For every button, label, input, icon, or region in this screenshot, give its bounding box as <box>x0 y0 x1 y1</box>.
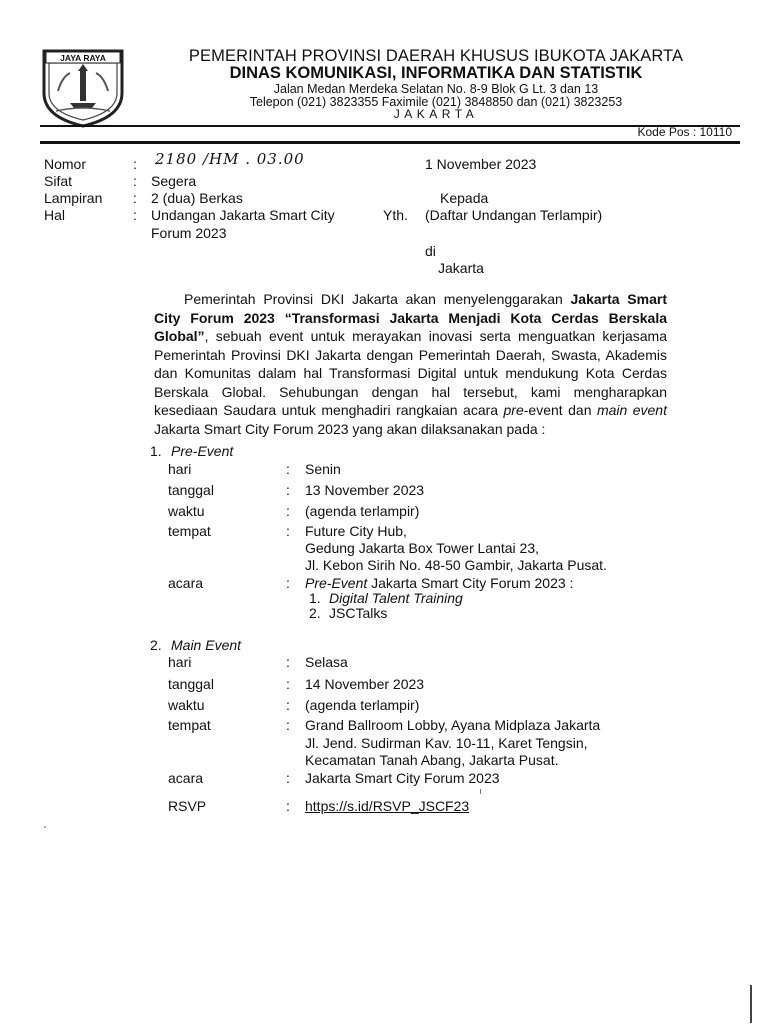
scan-mark <box>480 789 481 794</box>
pre-waktu-label: waktu <box>168 503 205 519</box>
main-tempat-label: tempat <box>168 717 211 733</box>
main-acara-colon: : <box>286 770 290 786</box>
hal-colon: : <box>133 207 137 223</box>
hal-value-line2: Forum 2023 <box>151 225 227 241</box>
letterhead-address: Jalan Medan Merdeka Selatan No. 8-9 Blok G Lt. 3 dan 13 <box>273 82 599 96</box>
main-tempat-line2: Jl. Jend. Sudirman Kav. 10-11, Karet Tengsin, <box>305 735 588 751</box>
yth-label: Yth. <box>383 207 408 223</box>
main-acara-value: Jakarta Smart City Forum 2023 <box>305 770 500 786</box>
pre-tempat-line2: Gedung Jakarta Box Tower Lantai 23, <box>305 540 540 556</box>
letter-date: 1 November 2023 <box>425 156 537 172</box>
nomor-label: Nomor <box>44 156 87 172</box>
lampiran-label: Lampiran <box>44 190 103 206</box>
pre-tanggal-colon: : <box>286 482 290 498</box>
pre-hari-value: Senin <box>305 461 341 477</box>
body-text-1: Pemerintah Provinsi DKI Jakarta akan menyelenggarakan <box>184 291 571 307</box>
pre-acara-label: acara <box>168 575 204 591</box>
nomor-colon: : <box>133 156 137 172</box>
hal-value-line1: Undangan Jakarta Smart City <box>151 207 335 223</box>
main-event-number: 2. <box>150 637 162 653</box>
jakarta-coat-of-arms-icon <box>40 47 126 129</box>
pre-item1: Digital Talent Training <box>329 590 463 606</box>
main-hari-colon: : <box>286 654 290 670</box>
pre-tanggal-value: 13 November 2023 <box>305 482 425 498</box>
lampiran-colon: : <box>133 190 137 206</box>
main-tanggal-colon: : <box>286 676 290 692</box>
body-event-title: Jakarta Smart City Forum 2023 “Transformasi Jakarta Menjadi Kota Cerdas Berskala Global” <box>154 291 667 344</box>
main-tempat-line1: Grand Ballroom Lobby, Ayana Midplaza Jakarta <box>305 717 601 733</box>
main-waktu-colon: : <box>286 697 290 713</box>
body-text-3: , sebuah event untuk merayakan inovasi serta menguatkan kerjasama Pemerintah Provinsi DKI Jakarta dengan Pemerintah Daerah, Swasta, Akademis dan Komunitas dalam hal Transformasi Digital untuk mendukung Kota Cerdas Berskala Global. Sehubungan dengan hal tersebut, kami mengharapkan kesediaan Saudara untuk menghadiri rangkaian acara <box>154 328 667 418</box>
pre-tanggal-label: tanggal <box>168 482 214 498</box>
main-acara-label: acara <box>168 770 204 786</box>
body-text-main-event: main event <box>596 402 667 418</box>
pre-tempat-line3: Jl. Kebon Sirih No. 48-50 Gambir, Jakarta Pusat. <box>305 557 607 573</box>
pre-waktu-colon: : <box>286 503 290 519</box>
main-waktu-label: waktu <box>168 697 205 713</box>
lampiran-value: 2 (dua) Berkas <box>151 190 243 206</box>
pre-acara-colon: : <box>286 575 290 591</box>
main-tanggal-value: 14 November 2023 <box>305 676 425 692</box>
logo-motto: JAYA RAYA <box>60 53 106 63</box>
main-hari-value: Selasa <box>305 654 348 670</box>
pre-tempat-line1: Future City Hub, <box>305 523 407 539</box>
pre-waktu-value: (agenda terlampir) <box>305 503 420 519</box>
scan-dot <box>44 826 46 828</box>
pre-event-number: 1. <box>150 443 162 459</box>
sifat-label: Sifat <box>44 173 73 189</box>
pre-item2: JSCTalks <box>329 605 388 621</box>
pre-hari-colon: : <box>286 461 290 477</box>
scan-edge-line <box>750 985 752 1023</box>
letterhead-phone: Telepon (021) 3823355 Faximile (021) 3848850 dan (021) 3823253 <box>249 95 623 109</box>
rsvp-link[interactable]: https://s.id/RSVP_JSCF23 <box>305 798 470 814</box>
letterhead-rule-top <box>40 125 740 127</box>
main-hari-label: hari <box>168 654 192 670</box>
recipient-city: Jakarta <box>438 260 484 276</box>
rsvp-label: RSVP <box>168 798 207 814</box>
pre-tempat-label: tempat <box>168 523 211 539</box>
body-text-5: -event dan <box>523 402 597 418</box>
kepada-label: Kepada <box>440 190 489 206</box>
body-paragraph <box>154 290 667 438</box>
recipient-name: (Daftar Undangan Terlampir) <box>425 207 603 223</box>
nomor-value: 2180 /HM . 03.00 <box>155 150 305 168</box>
sifat-colon: : <box>133 173 137 189</box>
letterhead-line1: PEMERINTAH PROVINSI DAERAH KHUSUS IBUKOTA JAKARTA <box>188 47 684 65</box>
main-event-title: Main Event <box>171 637 242 653</box>
main-tempat-colon: : <box>286 717 290 733</box>
body-text-pre: pre <box>503 402 524 418</box>
main-tanggal-label: tanggal <box>168 676 214 692</box>
pre-hari-label: hari <box>168 461 192 477</box>
letterhead-city: JAKARTA <box>393 107 479 121</box>
hal-label: Hal <box>44 207 66 223</box>
sifat-value: Segera <box>151 173 197 189</box>
letterhead-line2: DINAS KOMUNIKASI, INFORMATIKA DAN STATISTIK <box>229 64 643 82</box>
pre-acara-italic: Pre-Event <box>305 575 368 591</box>
letterhead-rule-bottom <box>40 141 740 144</box>
main-waktu-value: (agenda terlampir) <box>305 697 420 713</box>
pre-item1-number: 1. <box>309 590 321 606</box>
pre-tempat-colon: : <box>286 523 290 539</box>
pre-event-title: Pre-Event <box>171 443 234 459</box>
pre-acara-rest: Jakarta Smart City Forum 2023 : <box>367 575 574 591</box>
rsvp-colon: : <box>286 798 290 814</box>
pre-item2-number: 2. <box>309 605 321 621</box>
body-text-7: Jakarta Smart City Forum 2023 yang akan dilaksanakan pada : <box>154 420 546 437</box>
postal-code: Kode Pos : 10110 <box>637 125 732 139</box>
main-tempat-line3: Kecamatan Tanah Abang, Jakarta Pusat. <box>305 752 559 768</box>
di-label: di <box>425 243 436 259</box>
